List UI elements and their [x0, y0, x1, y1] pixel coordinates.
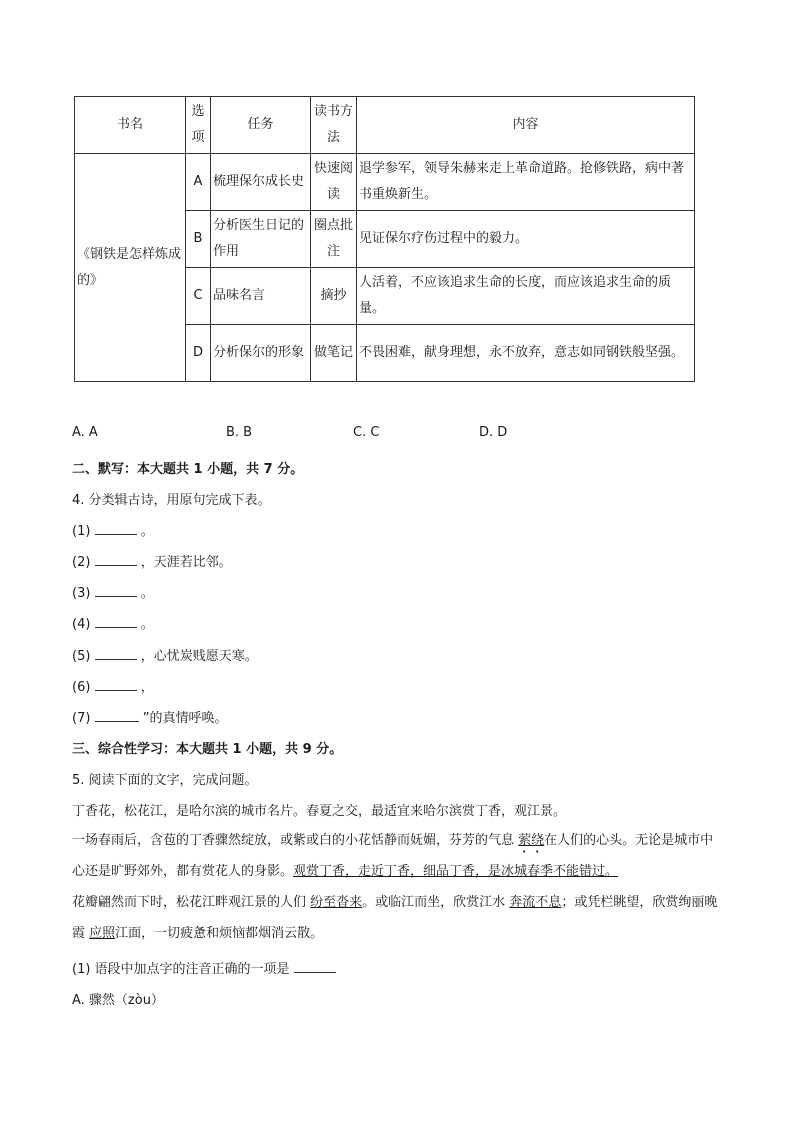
- task-cell: 品味名言: [211, 268, 311, 325]
- method-cell: 摘抄: [311, 268, 357, 325]
- task-cell: 梳理保尔成长史: [211, 154, 311, 211]
- question-5: 5. 阅读下面的文字，完成问题。: [72, 773, 258, 788]
- fill-item-6: [72, 676, 154, 695]
- method-cell: 圈点批注: [311, 211, 357, 268]
- paragraph-3: [72, 887, 722, 949]
- table-header-row: [75, 97, 695, 154]
- fill-item-4: [72, 613, 154, 632]
- text: 一场春雨后，含苞的丁香骤然绽放，或紫或白的小花恬静而妩媚，芬芳的气息: [72, 833, 519, 848]
- choice-c[interactable]: C. C: [353, 425, 380, 440]
- answer-blank[interactable]: [95, 678, 137, 691]
- underlined-word: 应照: [89, 926, 116, 941]
- underlined-sentence: 观赏丁香，走近丁香，细品丁香，是冰城春季不能错过。: [293, 864, 619, 879]
- choice-a[interactable]: A. A: [72, 425, 98, 440]
- item-text: 。: [140, 586, 154, 601]
- choice-d[interactable]: D. D: [479, 425, 508, 440]
- paragraph-1: 丁香花，松花江，是哈尔滨的城市名片。春夏之交，最适宜来哈尔滨赏丁香，观江景。: [72, 804, 567, 819]
- answer-blank[interactable]: [95, 553, 137, 566]
- content-cell: 不畏困难，献身理想，永不放弃，意志如同钢铁般坚强。: [357, 325, 695, 382]
- item-number: (3): [72, 586, 91, 601]
- fill-item-2: [72, 551, 232, 570]
- item-number: (1): [72, 524, 91, 539]
- table-row: [75, 154, 695, 211]
- choice-b[interactable]: B. B: [226, 425, 253, 440]
- item-text: ”的真情呼唤。: [142, 711, 228, 726]
- text: 花瓣翩然而下时，松花江畔观江景的人们: [72, 895, 311, 910]
- header-task: 任务: [211, 97, 311, 154]
- task-cell: 分析保尔的形象: [211, 325, 311, 382]
- option-cell: A: [186, 154, 211, 211]
- task-cell: 分析医生日记的作用: [211, 211, 311, 268]
- underlined-idiom: 纷至沓来: [310, 895, 363, 910]
- method-cell: 快速阅读: [311, 154, 357, 211]
- text: ；或凭栏眺望，欣赏绚丽晚霞: [72, 895, 718, 941]
- item-text: ，: [140, 680, 154, 695]
- item-number: (2): [72, 555, 91, 570]
- item-number: (6): [72, 680, 91, 695]
- fill-item-7: [72, 707, 227, 726]
- option-cell: C: [186, 268, 211, 325]
- option-a-text[interactable]: A. 骤然（zòu）: [72, 993, 164, 1008]
- option-cell: D: [186, 325, 211, 382]
- sub-question-1: [72, 958, 336, 977]
- section-3-title: 三、综合性学习：本大题共 1 小题，共 9 分。: [72, 742, 343, 757]
- question-text: (1) 语段中加点字的注音正确的一项是: [72, 962, 290, 977]
- text: 。或临江而坐，欣赏江水: [362, 895, 510, 910]
- header-content: 内容: [357, 97, 695, 154]
- fill-item-1: [72, 520, 154, 539]
- dotted-word: 萦绕: [518, 833, 545, 848]
- content-cell: 见证保尔疗伤过程中的毅力。: [357, 211, 695, 268]
- item-text: 。: [140, 524, 154, 539]
- answer-blank[interactable]: [95, 615, 137, 628]
- answer-blank[interactable]: [95, 584, 137, 597]
- answer-blank[interactable]: [294, 960, 336, 973]
- header-book: 书名: [75, 97, 186, 154]
- content-cell: 人活着，不应该追求生命的长度，而应该追求生命的质量。: [357, 268, 695, 325]
- item-number: (5): [72, 649, 91, 664]
- question-4: 4. 分类辑古诗，用原句完成下表。: [72, 493, 271, 508]
- header-method: 读书方法: [311, 97, 357, 154]
- item-number: (7): [72, 711, 91, 726]
- content-cell: 退学参军，领导朱赫来走上革命道路。抢修铁路，病中著书重焕新生。: [357, 154, 695, 211]
- item-text: 。: [140, 617, 154, 632]
- underlined-idiom: 奔流不息: [509, 895, 562, 910]
- book-title-cell: 《钢铁是怎样炼成的》: [75, 154, 186, 382]
- item-text: ，心忧炭贱愿天寒。: [140, 649, 258, 664]
- section-2-title: 二、默写：本大题共 1 小题，共 7 分。: [72, 462, 304, 477]
- fill-item-3: [72, 582, 154, 601]
- item-number: (4): [72, 617, 91, 632]
- method-cell: 做笔记: [311, 325, 357, 382]
- text: 在人们的心头。无论是城市中心还是旷野郊外，都有赏花人的身影。: [72, 833, 714, 879]
- answer-blank[interactable]: [95, 709, 139, 722]
- answer-blank[interactable]: [95, 647, 137, 660]
- paragraph-2: [72, 825, 722, 887]
- text: 江面，一切疲惫和烦恼都烟消云散。: [115, 926, 324, 941]
- header-option: 选项: [186, 97, 211, 154]
- reading-table: [74, 96, 695, 382]
- item-text: ，天涯若比邻。: [140, 555, 232, 570]
- fill-item-5: [72, 645, 258, 664]
- answer-blank[interactable]: [95, 522, 137, 535]
- option-cell: B: [186, 211, 211, 268]
